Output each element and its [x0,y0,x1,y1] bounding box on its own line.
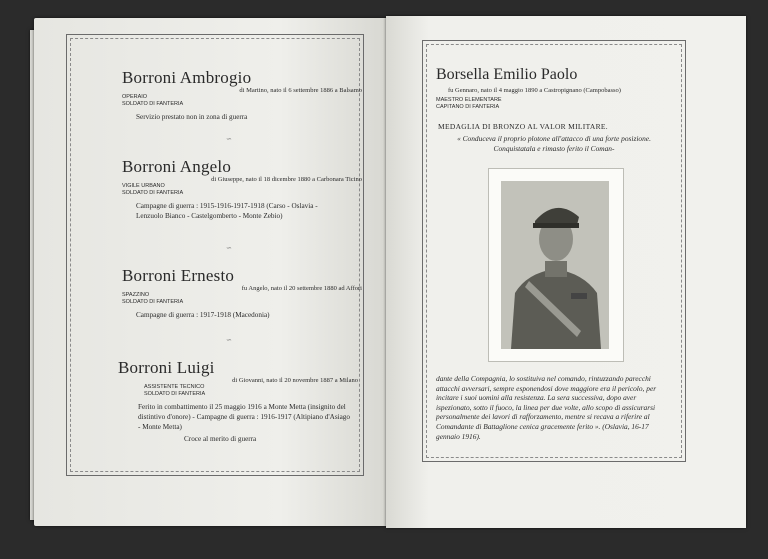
entry-birth: di Giuseppe, nato il 18 dicembre 1880 a Carbonara Ticino [211,176,362,183]
entry-name: Borroni Luigi [118,358,215,377]
separator-ornament: ∽ [226,336,232,344]
entry-birth: di Giovanni, nato il 20 novembre 1887 a Milano [232,377,358,384]
entry-borroni-angelo [122,157,362,221]
entry-role: SOLDATO DI FANTERIA [122,299,184,305]
entry-desc: Ferito in combattimento il 25 maggio 1916 a Monte Metta (insignito del distintivo d'onore) - Campagne di guerra : 1916-1917 (Altipiano d'Asiago - Monte Metta) [138,403,350,431]
entry-name: Borroni Ambrogio [122,68,252,87]
entry-role: SPAZZINO [122,292,150,298]
medal-title: MEDAGLIA DI BRONZO AL VALOR MILITARE. [438,122,608,131]
entry-borroni-luigi [118,358,358,444]
entry-borroni-ambrogio [122,68,362,122]
portrait-photo [488,168,624,362]
entry-desc: Campagne di guerra : 1917-1918 (Macedonia) [136,311,270,319]
entry-name: Borroni Ernesto [122,266,235,285]
entry-role: SOLDATO DI FANTERIA [144,391,206,397]
citation-text-bottom: dante della Compagnia, lo sostituiva nel comando, rintuzzando parecchi attacchi avversari, sempre esponendosi dove maggiore era il pericolo, per incitare i suoi uomini alla resistenza. La sera successiva, dopo aver ispezionato, sotto il fuoco, la linea per due volte, allo scopo di assicurarsi personalmente dei lavori di rafforzamento, mentre si recava a riferire al Comandante di Battaglione cenica gracemente ferito ». (Oslavia, 16-17 gennaio 1916). [436,374,657,441]
separator-ornament: ∽ [226,135,232,143]
entry-role: OPERAIO [122,94,148,100]
entry-decoration: Croce al merito di guerra [184,435,257,443]
citation-text-top: « Conduceva il proprio plotone all'attacco di una forte posizione. Conquistatala e rimasto ferito il Coman- [457,134,651,153]
entry-desc: Campagne di guerra : 1915-1916-1917-1918 (Carso - Oslavia - Lenzuolo Bianco - Castelgomberto - Monte Zebio) [136,202,318,220]
entry-borroni-ernesto [122,266,362,320]
entry-role: ASSISTENTE TECNICO [144,384,205,390]
entry-role: MAESTRO ELEMENTARE [436,97,502,103]
entry-name: Borroni Angelo [122,157,232,176]
entry-birth: fu Gennaro, nato il 4 maggio 1890 a Castropignano (Campobasso) [448,87,621,94]
entry-role: SOLDATO DI FANTERIA [122,101,184,107]
separator-ornament: ∽ [226,244,232,252]
entry-role: SOLDATO DI FANTERIA [122,190,184,196]
entry-role: CAPITANO DI FANTERIA [436,104,500,110]
entry-birth: di Martino, nato il 6 settembre 1886 a Balsamo [239,87,362,94]
entry-role: VIGILE URBANO [122,183,165,189]
entry-name: Borsella Emilio Paolo [436,66,578,83]
entry-birth: fu Angelo, nato il 20 settembre 1880 ad Affori [241,285,362,292]
entry-roles [436,97,502,111]
soldier-portrait-image [501,181,609,349]
entry-desc: Servizio prestato non in zona di guerra [136,113,248,121]
